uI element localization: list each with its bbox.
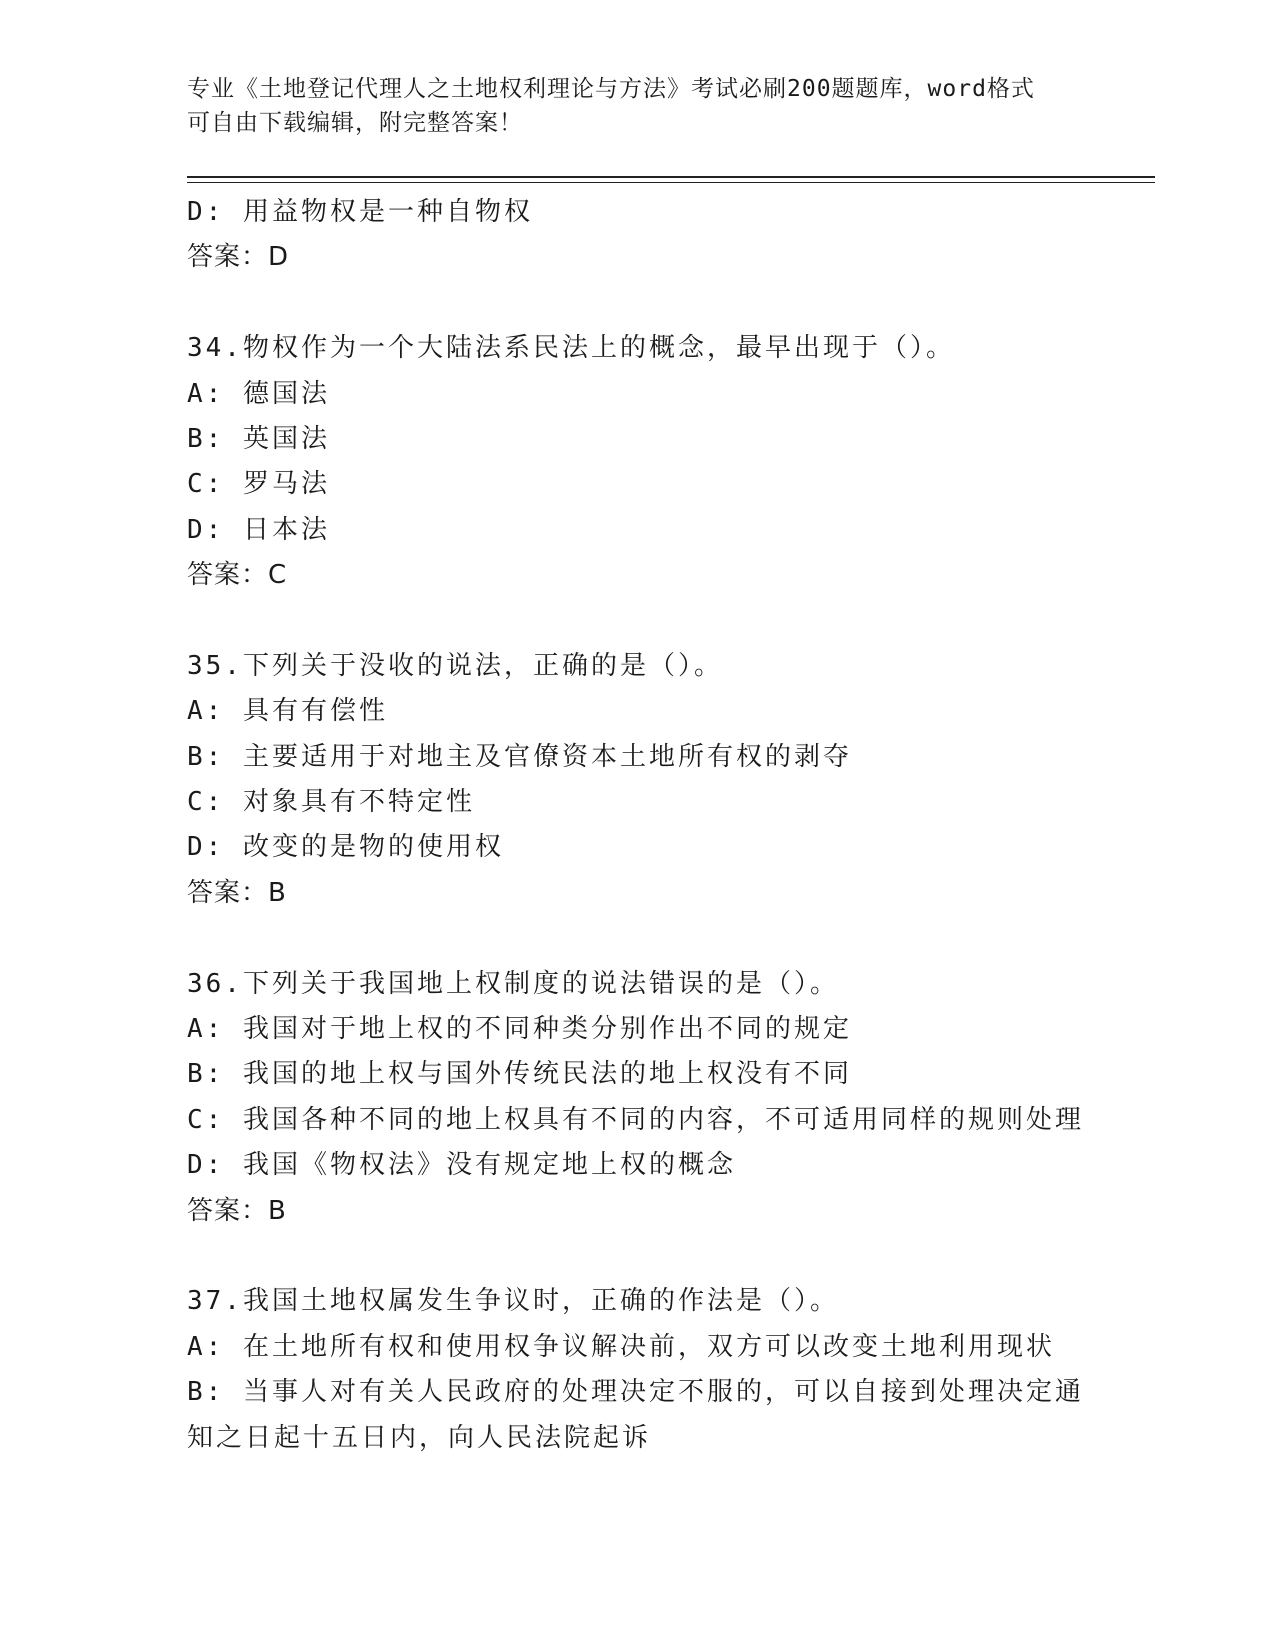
header-divider-thin bbox=[187, 182, 1155, 183]
question-stem: 35.下列关于没收的说法，正确的是（）。 bbox=[187, 650, 723, 681]
option-line: B: 我国的地上权与国外传统民法的地上权没有不同 bbox=[187, 1059, 852, 1090]
option-line: C: 罗马法 bbox=[187, 469, 330, 500]
header-divider-thick bbox=[187, 176, 1155, 178]
question-37 bbox=[187, 1279, 1087, 1461]
option-line-continuation: 知之日起十五日内，向人民法院起诉 bbox=[187, 1422, 652, 1453]
option-line: B: 英国法 bbox=[187, 423, 330, 454]
option-line: D: 日本法 bbox=[187, 514, 330, 545]
question-stem: 37.我国土地权属发生争议时，正确的作法是（）。 bbox=[187, 1286, 839, 1317]
option-line: A: 具有有偿性 bbox=[187, 696, 388, 727]
question-stem: 36.下列关于我国地上权制度的说法错误的是（）。 bbox=[187, 968, 839, 999]
question-35 bbox=[187, 644, 1087, 916]
question-stem: 34.物权作为一个大陆法系民法上的概念，最早出现于（）。 bbox=[187, 333, 955, 364]
document-header bbox=[187, 72, 1087, 140]
header-line-2: 可自由下载编辑，附完整答案！ bbox=[187, 110, 523, 136]
answer-line: 答案：C bbox=[187, 560, 288, 591]
option-line: B: 当事人对有关人民政府的处理决定不服的，可以自接到处理决定通 bbox=[187, 1377, 1084, 1408]
option-line: A: 我国对于地上权的不同种类分别作出不同的规定 bbox=[187, 1014, 852, 1045]
header-line-1: 专业《土地登记代理人之土地权利理论与方法》考试必刷200题题库，word格式 bbox=[187, 76, 1035, 102]
option-line: C: 对象具有不特定性 bbox=[187, 787, 475, 818]
question-36 bbox=[187, 962, 1087, 1234]
option-line: D: 改变的是物的使用权 bbox=[187, 832, 504, 863]
answer-line: 答案：B bbox=[187, 1195, 287, 1226]
option-line: D: 用益物权是一种自物权 bbox=[187, 197, 533, 227]
option-line: A: 在土地所有权和使用权争议解决前，双方可以改变土地利用现状 bbox=[187, 1331, 1055, 1362]
option-line: C: 我国各种不同的地上权具有不同的内容，不可适用同样的规则处理 bbox=[187, 1104, 1084, 1135]
option-line: A: 德国法 bbox=[187, 378, 330, 409]
question-34 bbox=[187, 326, 1087, 598]
question-content bbox=[187, 190, 1087, 1461]
option-line: D: 我国《物权法》没有规定地上权的概念 bbox=[187, 1150, 736, 1181]
answer-line: 答案：D bbox=[187, 242, 290, 273]
option-line: B: 主要适用于对地主及官僚资本土地所有权的剥夺 bbox=[187, 741, 852, 772]
answer-line: 答案：B bbox=[187, 877, 287, 908]
